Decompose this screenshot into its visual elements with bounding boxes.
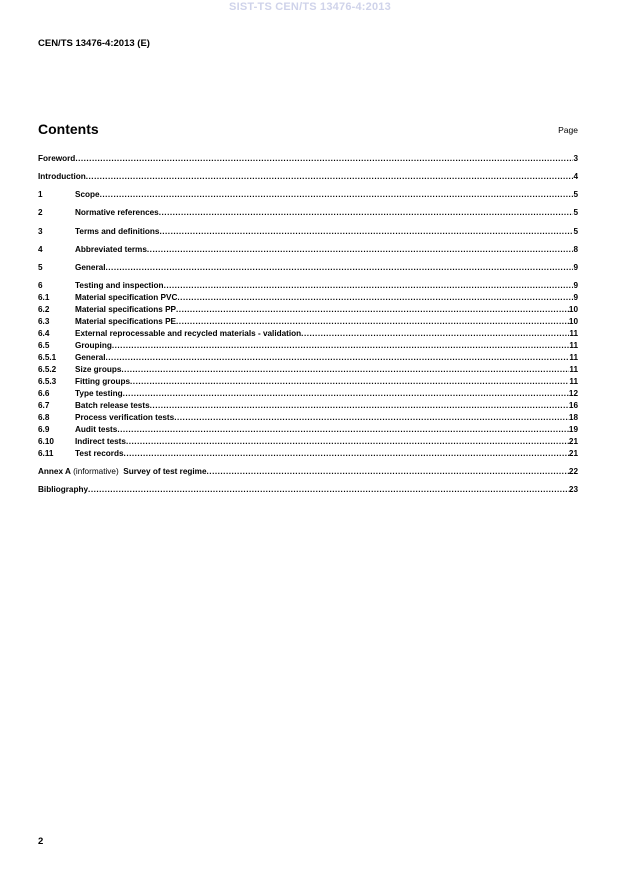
toc-entry-title: Terms and definitions xyxy=(75,227,160,236)
toc-entry-title: Scope xyxy=(75,190,100,199)
dot-leader xyxy=(106,263,574,273)
toc-entry-6-7[interactable] xyxy=(38,401,578,411)
toc-entry-number: 6.8 xyxy=(38,413,50,422)
toc-entry-6-11[interactable] xyxy=(38,449,578,459)
toc-entry-page: 10 xyxy=(568,317,578,326)
toc-entry-6-5[interactable] xyxy=(38,341,578,351)
toc-entry-page: 11 xyxy=(569,353,578,362)
dot-leader xyxy=(126,437,569,447)
document-id: CEN/TS 13476-4:2013 (E) xyxy=(38,38,150,49)
toc-entry-6-5-2[interactable] xyxy=(38,365,578,375)
toc-entry-general[interactable] xyxy=(38,263,578,273)
toc-entry-page: 9 xyxy=(573,293,578,302)
toc-entry-page: 9 xyxy=(573,263,578,272)
dot-leader xyxy=(177,293,573,303)
toc-entry-number: 2 xyxy=(38,208,43,217)
toc-entry-title: Introduction xyxy=(38,172,86,181)
toc-entry-number: 6.6 xyxy=(38,389,50,398)
dot-leader xyxy=(176,317,569,327)
toc-entry-6-1[interactable] xyxy=(38,293,578,303)
toc-entry-title: General xyxy=(75,353,106,362)
toc-entry-title: Testing and inspection xyxy=(75,281,164,290)
toc-entry-page: 22 xyxy=(568,467,578,476)
toc-entry-title: Indirect tests xyxy=(75,437,126,446)
toc-entry-number: 6.1 xyxy=(38,293,50,302)
toc-entry-number: 1 xyxy=(38,190,43,199)
toc-entry-page: 4 xyxy=(573,172,578,181)
dot-leader xyxy=(86,172,574,182)
toc-entry-page: 9 xyxy=(573,281,578,290)
toc-entry-annex-a[interactable] xyxy=(38,467,578,477)
toc-entry-title: Audit tests xyxy=(75,425,118,434)
toc-entry-title: Process verification tests xyxy=(75,413,175,422)
toc-entry-title: Material specifications PE xyxy=(75,317,177,326)
toc-entry-6-6[interactable] xyxy=(38,389,578,399)
toc-entry-title: Test records xyxy=(75,449,124,458)
toc-entry-6-3[interactable] xyxy=(38,317,578,327)
dot-leader xyxy=(100,190,574,200)
toc-entry-number: 6.5.1 xyxy=(38,353,57,362)
toc-entry-number: 3 xyxy=(38,227,43,236)
dot-leader xyxy=(88,485,569,495)
toc-entry-number: 6.2 xyxy=(38,305,50,314)
toc-entry-title: Type testing xyxy=(75,389,123,398)
page-column-label: Page xyxy=(558,125,578,135)
dot-leader xyxy=(106,353,570,363)
toc-entry-number: 6.5 xyxy=(38,341,50,350)
toc-entry-bibliography[interactable] xyxy=(38,485,578,495)
toc-entry-page: 5 xyxy=(573,227,578,236)
dot-leader xyxy=(164,281,574,291)
dot-leader xyxy=(159,208,574,218)
toc-entry-page: 5 xyxy=(573,190,578,199)
annex-label: Annex A xyxy=(38,467,71,476)
toc-entry-number: 6.5.2 xyxy=(38,365,57,374)
dot-leader xyxy=(117,425,569,435)
toc-entry-page: 3 xyxy=(573,154,578,163)
toc-entry-scope[interactable] xyxy=(38,190,578,200)
toc-entry-page: 8 xyxy=(573,245,578,254)
dot-leader xyxy=(150,401,569,411)
dot-leader xyxy=(112,341,570,351)
toc-entry-title: Abbreviated terms xyxy=(75,245,147,254)
toc-entry-page: 19 xyxy=(568,425,578,434)
toc-entry-title: Normative references xyxy=(75,208,159,217)
toc-entry-number: 6.9 xyxy=(38,425,50,434)
toc-entry-title: Batch release tests xyxy=(75,401,150,410)
contents-title: Contents xyxy=(38,121,99,137)
toc-entry-6-5-3[interactable] xyxy=(38,377,578,387)
watermark: SIST-TS CEN/TS 13476-4:2013 xyxy=(229,1,391,13)
toc-entry-testing-and-inspection[interactable] xyxy=(38,281,578,291)
toc-entry-title: Size groups xyxy=(75,365,122,374)
toc-entry-title: Fitting groups xyxy=(75,377,131,386)
page-number: 2 xyxy=(38,836,44,847)
toc-entry-6-4[interactable] xyxy=(38,329,578,339)
toc-entry-page: 11 xyxy=(569,329,578,338)
toc-entry-number: 6 xyxy=(38,281,43,290)
toc-entry-6-5-1[interactable] xyxy=(38,353,578,363)
annex-title: Survey of test regime xyxy=(123,467,207,476)
toc-entry-page: 11 xyxy=(569,341,578,350)
toc-entry-page: 16 xyxy=(568,401,578,410)
dot-leader xyxy=(174,413,569,423)
toc-entry-number: 5 xyxy=(38,263,43,272)
toc-entry-number: 6.5.3 xyxy=(38,377,57,386)
dot-leader xyxy=(159,227,573,237)
toc-entry-6-8[interactable] xyxy=(38,413,578,423)
dot-leader xyxy=(176,305,569,315)
toc-entry-page: 21 xyxy=(568,437,578,446)
toc-entry-title: Bibliography xyxy=(38,485,89,494)
toc-entry-terms-and-definitions[interactable] xyxy=(38,227,578,237)
dot-leader xyxy=(301,329,569,339)
toc-entry-number: 6.3 xyxy=(38,317,50,326)
toc-entry-title: Grouping xyxy=(75,341,112,350)
dot-leader xyxy=(130,377,569,387)
toc-entry-page: 10 xyxy=(568,305,578,314)
toc-entry-introduction[interactable] xyxy=(38,172,578,182)
toc-entry-title: Material specifications PP xyxy=(75,305,177,314)
dot-leader xyxy=(124,449,569,459)
dot-leader xyxy=(75,154,573,164)
toc-entry-title: Material specification PVC xyxy=(75,293,178,302)
toc-entry-number: 6.11 xyxy=(38,449,54,458)
toc-entry-page: 11 xyxy=(569,365,578,374)
toc-entry-number: 6.4 xyxy=(38,329,50,338)
dot-leader xyxy=(121,365,569,375)
toc-entry-6-2[interactable] xyxy=(38,305,578,315)
dot-leader xyxy=(207,467,569,477)
toc-entry-number: 6.10 xyxy=(38,437,54,446)
toc-entry-number: 4 xyxy=(38,245,43,254)
toc-entry-title: External reprocessable and recycled materials - validation xyxy=(75,329,302,338)
toc-entry-title: Foreword xyxy=(38,154,76,163)
toc-entry-foreword[interactable] xyxy=(38,154,578,164)
annex-qualifier: (informative) xyxy=(70,467,124,476)
toc-entry-abbreviated-terms[interactable] xyxy=(38,245,578,255)
toc-entry-number: 6.7 xyxy=(38,401,50,410)
toc-entry-title: General xyxy=(75,263,106,272)
toc-entry-page: 12 xyxy=(568,389,578,398)
toc-entry-page: 23 xyxy=(568,485,578,494)
toc-entry-page: 18 xyxy=(568,413,578,422)
toc-entry-6-10[interactable] xyxy=(38,437,578,447)
dot-leader xyxy=(147,245,574,255)
toc-entry-page: 21 xyxy=(568,449,578,458)
dot-leader xyxy=(123,389,569,399)
toc-entry-normative-references[interactable] xyxy=(38,208,578,218)
toc-entry-page: 11 xyxy=(569,377,578,386)
toc-entry-page: 5 xyxy=(573,208,578,217)
toc-entry-6-9[interactable] xyxy=(38,425,578,435)
